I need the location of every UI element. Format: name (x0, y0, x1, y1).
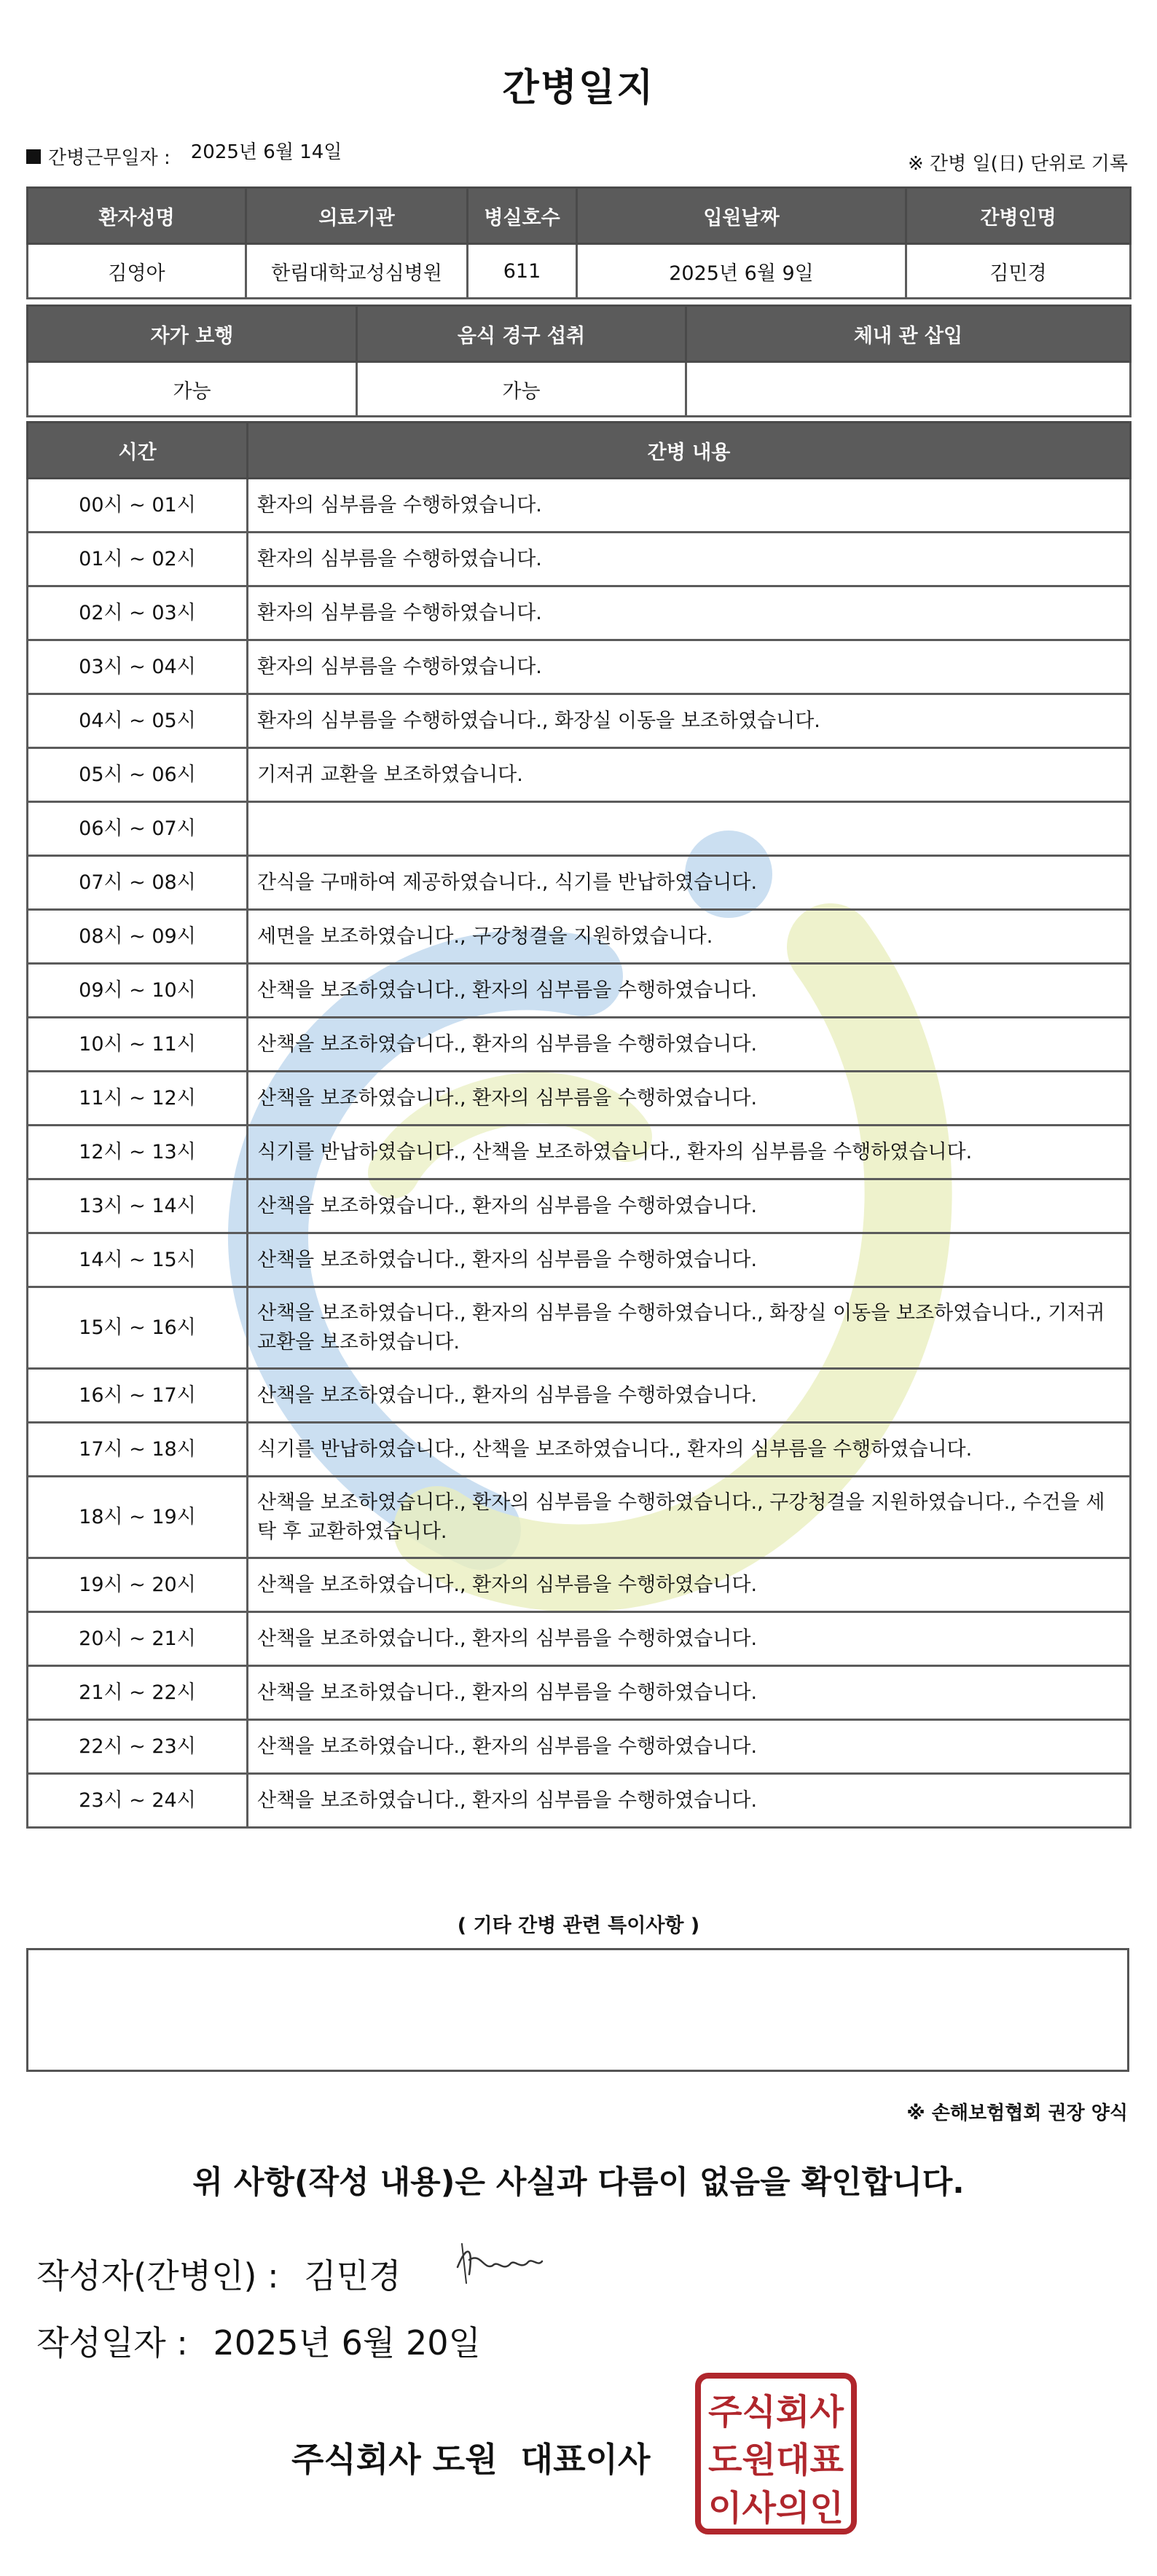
log-time: 01시 ~ 02시 (28, 533, 248, 586)
patient-status-header-row (28, 306, 1131, 362)
notes-box (26, 1948, 1129, 2072)
date-value: 2025년 6월 20일 (213, 2323, 481, 2363)
patient-status-value-row (28, 362, 1131, 417)
signature-image (452, 2238, 546, 2289)
care-log-header-row (28, 423, 1131, 479)
log-content: 산책을 보조하였습니다., 환자의 심부름을 수행하였습니다. (248, 1774, 1131, 1828)
log-time: 05시 ~ 06시 (28, 748, 248, 802)
log-content: 환자의 심부름을 수행하였습니다. (248, 479, 1131, 533)
header-care-content: 간병 내용 (248, 423, 1131, 479)
date-row (36, 2317, 481, 2365)
log-content: 산책을 보조하였습니다., 환자의 심부름을 수행하였습니다. (248, 1558, 1131, 1612)
care-log-table (26, 421, 1131, 1829)
log-row (28, 1477, 1131, 1558)
square-bullet-icon (26, 149, 41, 164)
log-row (28, 748, 1131, 802)
log-row (28, 586, 1131, 640)
writer-row (36, 2250, 401, 2298)
header-patient-name: 환자성명 (28, 188, 246, 244)
log-content: 산책을 보조하였습니다., 환자의 심부름을 수행하였습니다. (248, 1018, 1131, 1072)
log-time: 22시 ~ 23시 (28, 1720, 248, 1774)
log-content: 산책을 보조하였습니다., 환자의 심부름을 수행하였습니다. (248, 1072, 1131, 1126)
log-row (28, 479, 1131, 533)
log-row (28, 1233, 1131, 1287)
self-walking-value: 가능 (28, 362, 357, 417)
log-row (28, 1612, 1131, 1666)
log-time: 20시 ~ 21시 (28, 1612, 248, 1666)
log-content: 산책을 보조하였습니다., 환자의 심부름을 수행하였습니다. (248, 1233, 1131, 1287)
log-time: 06시 ~ 07시 (28, 802, 248, 856)
log-content: 산책을 보조하였습니다., 환자의 심부름을 수행하였습니다., 구강청결을 지원하였습니다., 수건을 세탁 후 교환하였습니다. (248, 1477, 1131, 1558)
log-row (28, 1558, 1131, 1612)
log-time: 14시 ~ 15시 (28, 1233, 248, 1287)
log-row (28, 856, 1131, 910)
log-content: 산책을 보조하였습니다., 환자의 심부름을 수행하였습니다. (248, 1179, 1131, 1233)
log-time: 09시 ~ 10시 (28, 964, 248, 1018)
form-note: ※ 손해보험협회 권장 양식 (906, 2102, 1128, 2124)
writer-name: 김민경 (304, 2256, 401, 2296)
log-row (28, 1126, 1131, 1179)
log-row (28, 1720, 1131, 1774)
work-date-value: 2025년 6월 14일 (190, 141, 342, 163)
unit-note: ※ 간병 일(日) 단위로 기록 (907, 153, 1128, 175)
header-tube-insertion: 체내 관 삽입 (686, 306, 1131, 362)
log-time: 21시 ~ 22시 (28, 1666, 248, 1720)
log-content: 산책을 보조하였습니다., 환자의 심부름을 수행하였습니다., 화장실 이동을 보조하였습니다., 기저귀 교환을 보조하였습니다. (248, 1287, 1131, 1369)
header-hospital: 의료기관 (246, 188, 468, 244)
log-content (248, 802, 1131, 856)
svg-text:이사의인: 이사의인 (708, 2488, 844, 2529)
patient-info-table (26, 186, 1131, 299)
log-content: 산책을 보조하였습니다., 환자의 심부름을 수행하였습니다. (248, 1369, 1131, 1423)
header-room-number: 병실호수 (468, 188, 577, 244)
log-content: 기저귀 교환을 보조하였습니다. (248, 748, 1131, 802)
log-time: 00시 ~ 01시 (28, 479, 248, 533)
header-oral-intake: 음식 경구 섭취 (357, 306, 686, 362)
admission-date: 2025년 6월 9일 (577, 244, 906, 299)
patient-info-value-row (28, 244, 1131, 299)
page-title: 간병일지 (502, 66, 655, 110)
log-row (28, 1287, 1131, 1369)
log-time: 16시 ~ 17시 (28, 1369, 248, 1423)
confirmation-statement: 위 사항(작성 내용)은 사실과 다름이 없음을 확인합니다. (192, 2164, 965, 2201)
log-content: 환자의 심부름을 수행하였습니다. (248, 586, 1131, 640)
header-caregiver-name: 간병인명 (906, 188, 1131, 244)
work-date-label: 간병근무일자 : (48, 147, 170, 169)
header-admission-date: 입원날짜 (577, 188, 906, 244)
header-self-walking: 자가 보행 (28, 306, 357, 362)
log-time: 02시 ~ 03시 (28, 586, 248, 640)
log-content: 산책을 보조하였습니다., 환자의 심부름을 수행하였습니다. (248, 1612, 1131, 1666)
log-time: 13시 ~ 14시 (28, 1179, 248, 1233)
log-row (28, 910, 1131, 964)
patient-info-header-row (28, 188, 1131, 244)
company-representative: 주식회사 도원 대표이사 (291, 2440, 651, 2479)
log-time: 15시 ~ 16시 (28, 1287, 248, 1369)
log-time: 04시 ~ 05시 (28, 694, 248, 748)
patient-name: 김영아 (28, 244, 246, 299)
caregiver-name: 김민경 (906, 244, 1131, 299)
log-content: 환자의 심부름을 수행하였습니다., 화장실 이동을 보조하였습니다. (248, 694, 1131, 748)
log-content: 식기를 반납하였습니다., 산책을 보조하였습니다., 환자의 심부름을 수행하였습니다. (248, 1126, 1131, 1179)
log-row (28, 1774, 1131, 1828)
header-time: 시간 (28, 423, 248, 479)
work-date-row (26, 143, 342, 170)
date-label: 작성일자 : (36, 2323, 188, 2363)
log-content: 산책을 보조하였습니다., 환자의 심부름을 수행하였습니다. (248, 1720, 1131, 1774)
log-row (28, 1666, 1131, 1720)
company-seal-stamp (694, 2371, 858, 2536)
log-time: 12시 ~ 13시 (28, 1126, 248, 1179)
svg-text:도원대표: 도원대표 (708, 2440, 844, 2481)
log-time: 08시 ~ 09시 (28, 910, 248, 964)
log-time: 07시 ~ 08시 (28, 856, 248, 910)
log-time: 18시 ~ 19시 (28, 1477, 248, 1558)
log-row (28, 533, 1131, 586)
tube-insertion-value (686, 362, 1131, 417)
log-time: 10시 ~ 11시 (28, 1018, 248, 1072)
log-row (28, 1179, 1131, 1233)
log-time: 03시 ~ 04시 (28, 640, 248, 694)
log-time: 23시 ~ 24시 (28, 1774, 248, 1828)
log-row (28, 1423, 1131, 1477)
log-content: 식기를 반납하였습니다., 산책을 보조하였습니다., 환자의 심부름을 수행하였습니다. (248, 1423, 1131, 1477)
room-number: 611 (468, 244, 577, 299)
log-row (28, 1018, 1131, 1072)
log-time: 17시 ~ 18시 (28, 1423, 248, 1477)
oral-intake-value: 가능 (357, 362, 686, 417)
log-content: 환자의 심부름을 수행하였습니다. (248, 640, 1131, 694)
writer-label: 작성자(간병인) : (36, 2256, 279, 2296)
log-time: 19시 ~ 20시 (28, 1558, 248, 1612)
notes-title: ( 기타 간병 관련 특이사항 ) (457, 1915, 700, 1937)
log-row (28, 640, 1131, 694)
log-content: 산책을 보조하였습니다., 환자의 심부름을 수행하였습니다. (248, 964, 1131, 1018)
log-content: 세면을 보조하였습니다., 구강청결을 지원하였습니다. (248, 910, 1131, 964)
hospital-name: 한림대학교성심병원 (246, 244, 468, 299)
patient-status-table (26, 305, 1131, 417)
svg-text:주식회사: 주식회사 (708, 2392, 844, 2432)
log-time: 11시 ~ 12시 (28, 1072, 248, 1126)
log-content: 환자의 심부름을 수행하였습니다. (248, 533, 1131, 586)
log-row (28, 802, 1131, 856)
log-row (28, 964, 1131, 1018)
log-row (28, 1072, 1131, 1126)
log-row (28, 694, 1131, 748)
log-row (28, 1369, 1131, 1423)
log-content: 산책을 보조하였습니다., 환자의 심부름을 수행하였습니다. (248, 1666, 1131, 1720)
log-content: 간식을 구매하여 제공하였습니다., 식기를 반납하였습니다. (248, 856, 1131, 910)
